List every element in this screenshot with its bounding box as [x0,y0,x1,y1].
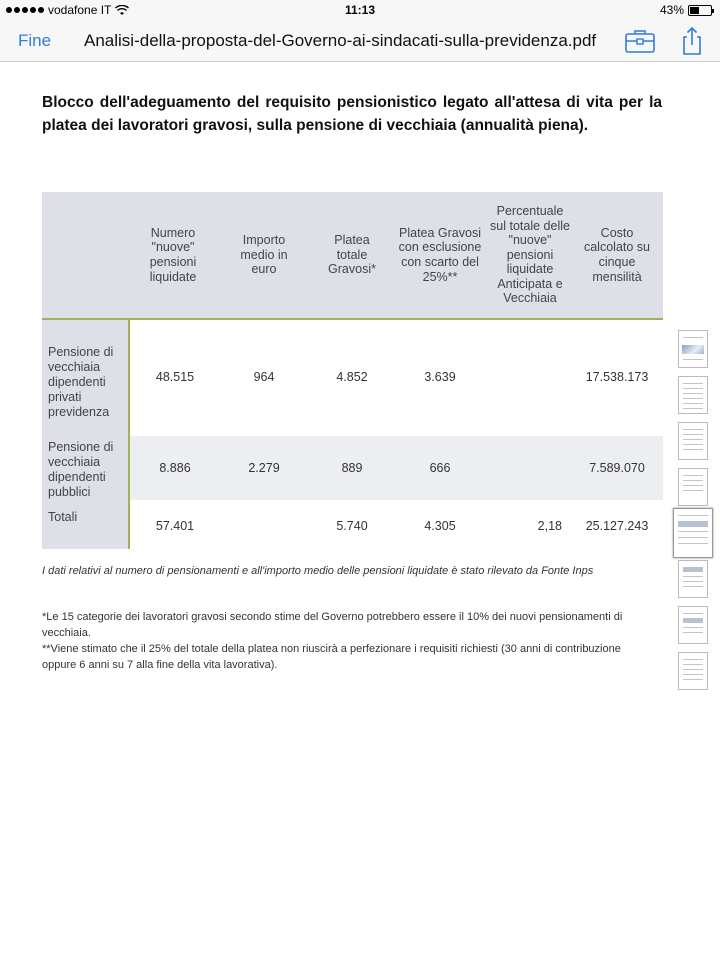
table-cell: 889 [341,461,363,475]
page-thumbnail-3[interactable] [678,422,708,460]
page-thumbnail-4[interactable] [678,468,708,506]
table-cell: 4.852 [336,370,368,384]
done-button[interactable]: Fine [18,31,52,50]
navigation-bar [0,20,720,62]
footnote-2: **Viene stimato che il 25% del totale della platea non riuscirà a perfezionare i requisiti richiesti (30 anni di contribuzione oppure 6 anni su 7 alla fine della vita lavorativa). [42,643,621,671]
table-cell: 57.401 [155,519,195,533]
data-table [42,192,663,549]
row-label: Pensione di vecchiaia dipendenti privati previdenza [48,345,114,419]
row-label: Totali [48,510,78,524]
header-cell-empty [42,192,130,318]
page-thumbnail-8[interactable] [678,652,708,690]
header-cell-percentage: Percentuale sul totale delle "nuove" pensioni liquidate Anticipata e Vecchiaia [490,203,570,306]
table-cell: 964 [253,370,275,384]
clock: 11:13 [344,3,376,17]
page-thumbnail-1[interactable] [678,330,708,368]
table-cell: 3.639 [424,370,456,384]
status-right [660,3,712,17]
document-title: Analisi-della-proposta-del-Governo-ai-sindacati-sulla-previdenza.pdf [84,31,597,50]
pdf-page[interactable] [0,63,720,960]
battery-percent: 43% [659,3,684,17]
page-thumbnail-6[interactable] [678,560,708,598]
share-icon [676,26,708,56]
table-cell: 4.305 [424,519,456,533]
source-note: I dati relativi al numero di pensionamenti e all'importo medio delle pensioni liquidate è stato rilevato da Fonte Inps [42,565,594,577]
table-cell: 5.740 [336,519,368,533]
page-thumbnail-5-active[interactable] [673,508,713,558]
page-thumbnail-7[interactable] [678,606,708,644]
row-label: Pensione di vecchiaia dipendenti pubblici [48,440,114,499]
section-heading: Blocco dell'adeguamento del requisito pensionistico legato all'attesa di vita per la platea dei lavoratori gravosi, sulla pensione di vecchiaia (annualità piena). [42,94,662,134]
table-cell: 666 [429,461,451,475]
footnote-1: *Le 15 categorie dei lavoratori gravosi secondo stime del Governo potrebbero essere il 10% dei nuovi pensionamenti di vecchiaia. [42,611,623,639]
carrier-label: vodafone IT [48,3,112,17]
header-cell-average-amount: Importo medio in euro [240,233,288,277]
battery-icon [688,5,712,16]
header-cell-platea-scarto: Platea Gravosi con esclusione con scarto del 25%** [398,225,482,284]
toolbox-button[interactable] [624,26,656,56]
table-cell: 17.538.173 [585,370,649,384]
table-cell: 48.515 [155,370,195,384]
status-bar [0,0,720,20]
page-thumbnail-2[interactable] [678,376,708,414]
share-button[interactable] [676,26,708,56]
table-header [42,192,663,320]
table-cell: 8.886 [159,461,191,475]
table-cell: 25.127.243 [585,519,649,533]
header-cell-total-platea: Platea totale Gravosi* [328,233,376,277]
table-cell: 2,18 [537,519,562,533]
table-cell: 7.589.070 [589,461,645,475]
toolbox-icon [624,26,656,56]
header-cell-new-pensions: Numero "nuove" pensioni liquidate [149,225,197,284]
table-cell: 2.279 [248,461,280,475]
header-cell-cost: Costo calcolato su cinque mensilità [583,225,650,284]
